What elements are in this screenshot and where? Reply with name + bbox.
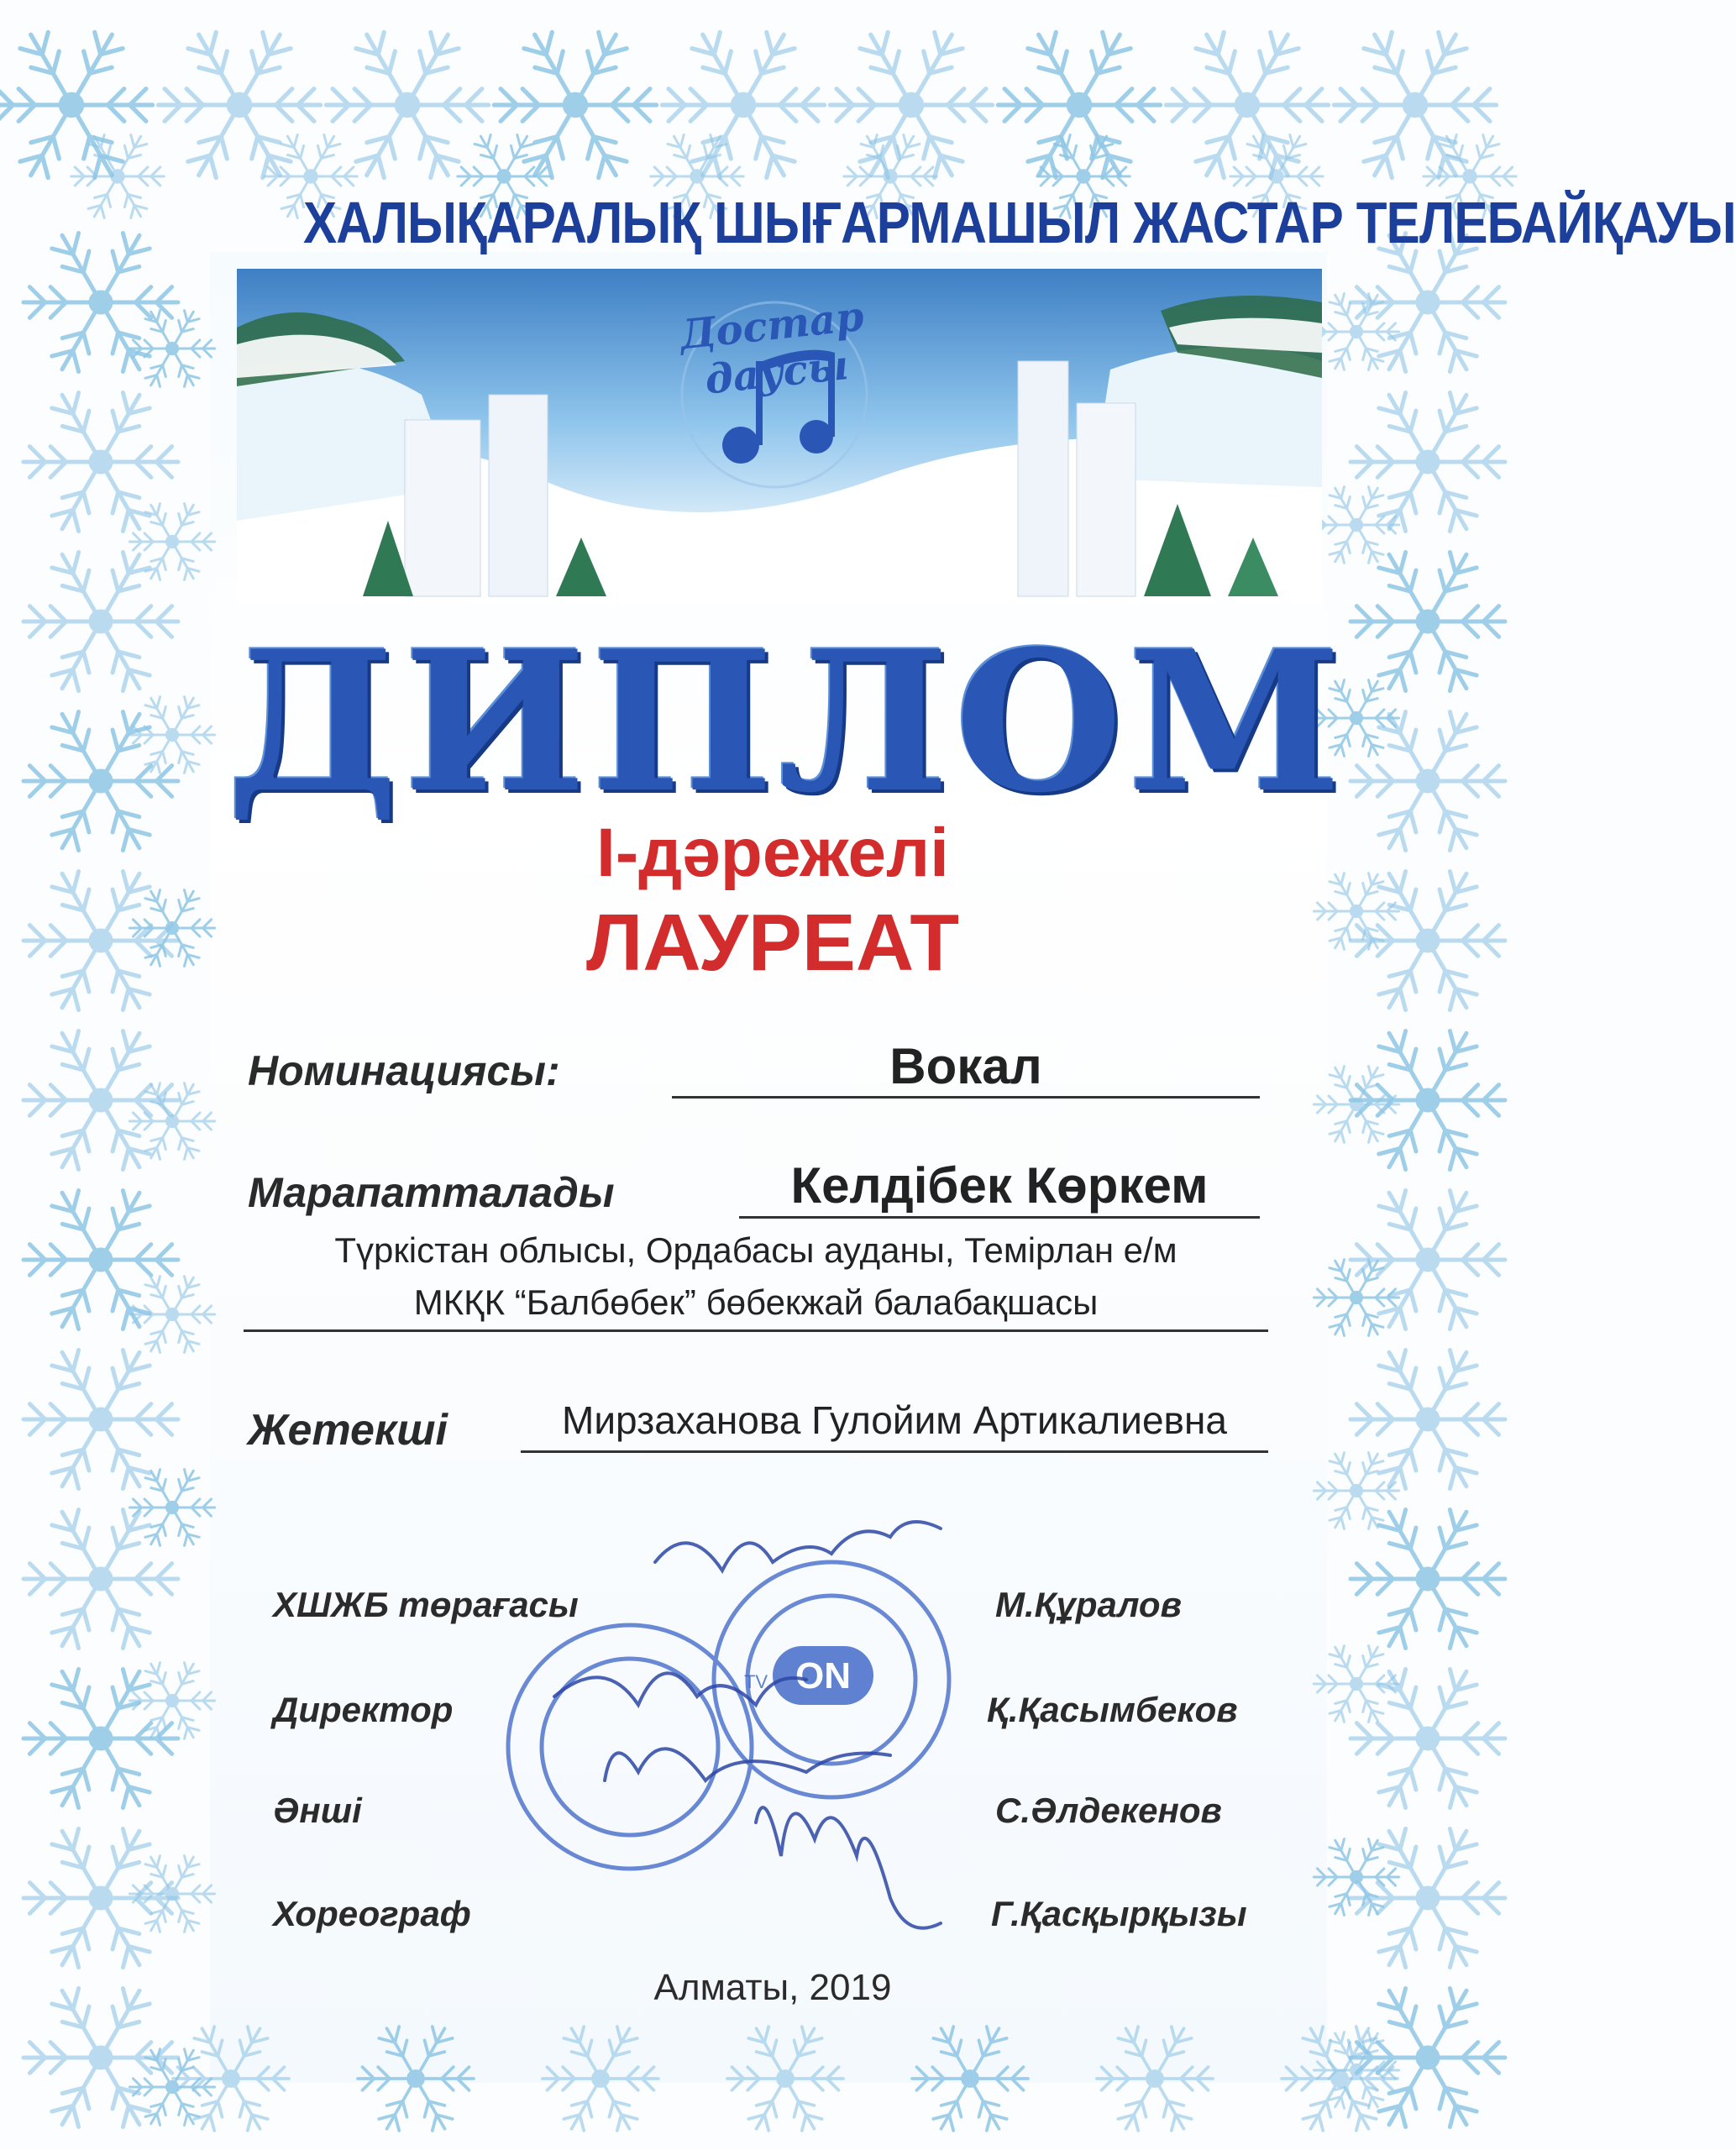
institution-line-1: Түркістан облысы, Ордабасы ауданы, Темірлан е/м — [334, 1230, 1177, 1270]
winter-banner — [237, 269, 1322, 605]
nomination-value: Вокал — [889, 1038, 1042, 1094]
logo-text: Достар даусы — [678, 292, 867, 404]
institution-line-2: МКҚК “Балбөбек” бөбекжай балабақшасы — [413, 1282, 1099, 1322]
snowflake-icon — [67, 126, 168, 227]
snowflake-icon — [1310, 479, 1403, 571]
signatory-role-chair: ХШЖБ төрағасы — [273, 1585, 579, 1624]
institution-underline — [244, 1329, 1268, 1332]
nomination-label: Номинациясы: — [248, 1047, 560, 1094]
snowflake-icon — [126, 1075, 218, 1167]
snowflake-icon — [1310, 1251, 1403, 1344]
awarded-value: Келдібек Көркем — [790, 1157, 1209, 1214]
snowflake-icon — [1092, 2016, 1218, 2142]
snowflake-icon — [126, 302, 218, 395]
laureate-label: ЛАУРЕАТ — [586, 898, 959, 988]
snowflake-icon — [126, 882, 218, 974]
signatory-role-choreographer: Хореограф — [273, 1894, 471, 1933]
snowflake-icon — [1310, 286, 1403, 378]
snowflake-icon — [1310, 865, 1403, 957]
city-year: Алматы, 2019 — [653, 1967, 892, 2008]
snowflake-icon — [126, 1268, 218, 1361]
snowflake-icon — [353, 2016, 479, 2142]
signatory-name-chair: М.Құралов — [995, 1585, 1182, 1624]
signature-scribbles — [470, 1503, 1008, 1940]
snowflake-icon — [126, 1848, 218, 1940]
svg-text:ON: ON — [795, 1655, 851, 1696]
handwritten-signatures — [470, 1503, 1008, 1944]
leader-label: Жетекші — [248, 1406, 448, 1455]
degree-label: І-дәрежелі — [596, 815, 949, 891]
leader-value: Мирзаханова Гулойим Артикалиевна — [562, 1398, 1227, 1442]
snowflake-icon — [168, 2016, 294, 2142]
festival-title: ХАЛЫҚАРАЛЫҚ ШЫҒАРМАШЫЛ ЖАСТАР ТЕЛЕБАЙҚАУЫ — [303, 190, 1736, 255]
signatory-role-director: Директор — [273, 1690, 454, 1729]
signatory-name-director: Қ.Қасымбеков — [987, 1690, 1238, 1729]
svg-text:TV: TV — [743, 1671, 768, 1692]
snowflake-icon — [538, 2016, 663, 2142]
snowflake-icon — [1310, 1831, 1403, 1923]
snowflake-icon — [126, 1461, 218, 1554]
signatory-role-singer: Әнші — [273, 1791, 362, 1830]
snowflake-icon — [126, 689, 218, 781]
diploma-heading: ДИПЛОМ — [227, 609, 1347, 836]
snowflake-icon — [907, 2016, 1033, 2142]
snowflake-icon — [126, 1654, 218, 1747]
signatory-name-singer: С.Әлдекенов — [995, 1791, 1222, 1830]
snowflake-icon — [1277, 2016, 1403, 2142]
snowflake-icon — [126, 496, 218, 588]
signatory-name-choreographer: Г.Қасқырқызы — [991, 1894, 1247, 1933]
leader-underline — [521, 1450, 1268, 1453]
nomination-underline — [672, 1096, 1260, 1099]
snowflake-icon — [1310, 1058, 1403, 1151]
snowflake-icon — [1310, 1445, 1403, 1537]
snowflake-icon — [1310, 1638, 1403, 1730]
awarded-label: Марапатталады — [248, 1169, 615, 1216]
snowflake-icon — [722, 2016, 848, 2142]
awarded-underline — [739, 1216, 1260, 1219]
